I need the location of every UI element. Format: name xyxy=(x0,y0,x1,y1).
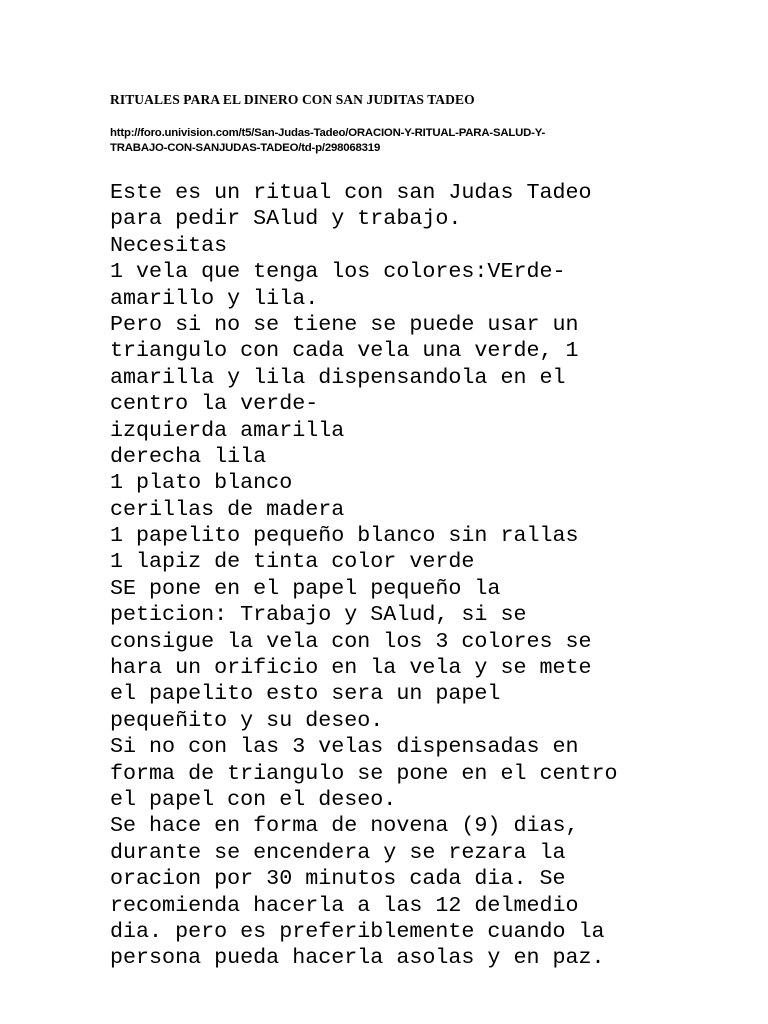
source-url[interactable] xyxy=(110,126,670,156)
body-text xyxy=(110,180,750,972)
body-line: SE pone en el papel pequeño la xyxy=(110,575,501,601)
body-line: hara un orificio en la vela y se mete xyxy=(110,655,592,681)
document-title: RITUALES PARA EL DINERO CON SAN JUDITAS TADEO xyxy=(110,92,475,107)
body-line: Si no con las 3 velas dispensadas en xyxy=(110,734,579,760)
body-line: derecha lila xyxy=(110,443,267,469)
body-line: consigue la vela con los 3 colores se xyxy=(110,628,592,654)
body-line: amarillo y lila. xyxy=(110,285,319,311)
body-line: izquierda amarilla xyxy=(110,417,345,443)
body-line: forma de triangulo se pone en el centro xyxy=(110,760,618,786)
body-line: 1 lapiz de tinta color verde xyxy=(110,549,475,575)
body-line: centro la verde- xyxy=(110,391,319,417)
body-line: 1 plato blanco xyxy=(110,470,293,496)
body-line: durante se encendera y se rezara la xyxy=(110,839,566,865)
body-line: 1 vela que tenga los colores:VErde- xyxy=(110,259,566,285)
body-line: peticion: Trabajo y SAlud, si se xyxy=(110,602,527,628)
body-line: oracion por 30 minutos cada dia. Se xyxy=(110,866,566,892)
body-line: Este es un ritual con san Judas Tadeo xyxy=(110,180,592,205)
body-line: dia. pero es preferiblemente cuando la xyxy=(110,918,605,944)
body-line: Necesitas xyxy=(110,232,228,258)
body-line: persona pueda hacerla asolas y en paz. xyxy=(110,945,605,971)
body-line: cerillas de madera xyxy=(110,496,345,522)
source-url-line[interactable]: TRABAJO-CON-SANJUDAS-TADEO/td-p/298068319 xyxy=(110,142,381,154)
body-line: amarilla y lila dispensandola en el xyxy=(110,364,566,390)
source-url-line[interactable]: http://foro.univision.com/t5/San-Judas-Tadeo/ORACION-Y-RITUAL-PARA-SALUD-Y- xyxy=(110,127,546,139)
body-line: Pero si no se tiene se puede usar un xyxy=(110,311,579,337)
body-line: el papelito esto sera un papel xyxy=(110,681,501,707)
body-line: triangulo con cada vela una verde, 1 xyxy=(110,338,579,364)
body-line: recomienda hacerla a las 12 delmedio xyxy=(110,892,579,918)
body-line: para pedir SAlud y trabajo. xyxy=(110,206,462,232)
body-line: el papel con el deseo. xyxy=(110,786,397,812)
body-line: Se hace en forma de novena (9) dias, xyxy=(110,813,579,839)
body-line: 1 papelito pequeño blanco sin rallas xyxy=(110,523,579,549)
body-line: pequeñito y su deseo. xyxy=(110,707,384,733)
